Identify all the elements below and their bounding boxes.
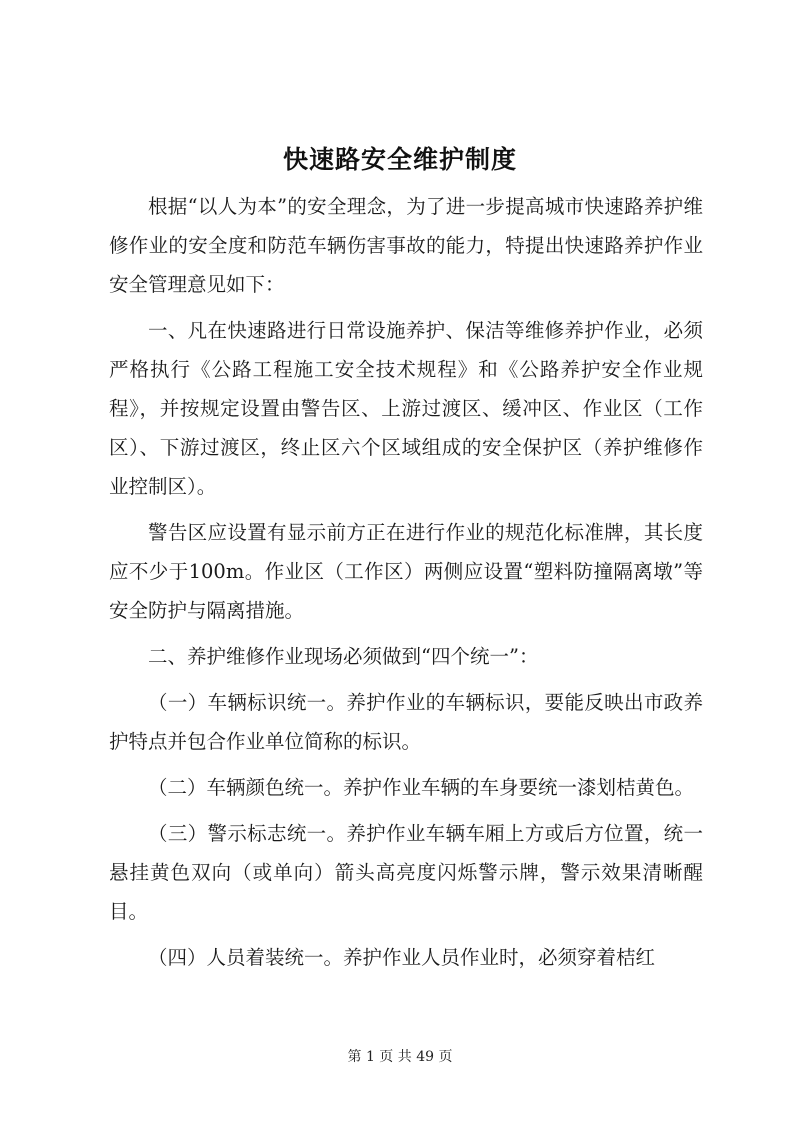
- document-body: [109, 187, 703, 984]
- paragraph-item-2: （二）车辆颜色统一。养护作业车辆的车身要统一漆划桔黄色。: [148, 776, 695, 799]
- paragraph-intro: 根据“以人为本”的安全理念，为了进一步提高城市快速路养护维修作业的安全度和防范车辆伤害事故的能力，特提出快速路养护作业安全管理意见如下：: [109, 195, 703, 296]
- paragraph-item-4: （四）人员着装统一。养护作业人员作业时，必须穿着桔红: [148, 946, 656, 969]
- paragraph-warning-zone: 警告区应设置有显示前方正在进行作业的规范化标准牌，其长度应不少于100m。作业区（工作区）两侧应设置“塑料防撞隔离墩”等安全防护与隔离措施。: [109, 521, 703, 622]
- page-number-footer: 第 1 页 共 49 页: [347, 1049, 453, 1065]
- paragraph-section-2: 二、养护维修作业现场必须做到“四个统一”：: [148, 645, 539, 668]
- paragraph-item-3: （三）警示标志统一。养护作业车辆车厢上方或后方位置，统一悬挂黄色双向（或单向）箭头高亮度闪烁警示牌，警示效果清晰醒目。: [109, 822, 703, 923]
- document-title: 快速路安全维护制度: [282, 145, 517, 174]
- paragraph-item-1: （一）车辆标识统一。养护作业的车辆标识，要能反映出市政养护特点并包合作业单位简称的标识。: [109, 691, 703, 753]
- paragraph-section-1: 一、凡在快速路进行日常设施养护、保洁等维修养护作业，必须严格执行《公路工程施工安全技术规程》和《公路养护安全作业规程》，并按规定设置由警告区、上游过渡区、缓冲区、作业区（工作区）、下游过渡区，终止区六个区域组成的安全保护区（养护维修作业控制区）。: [109, 319, 703, 498]
